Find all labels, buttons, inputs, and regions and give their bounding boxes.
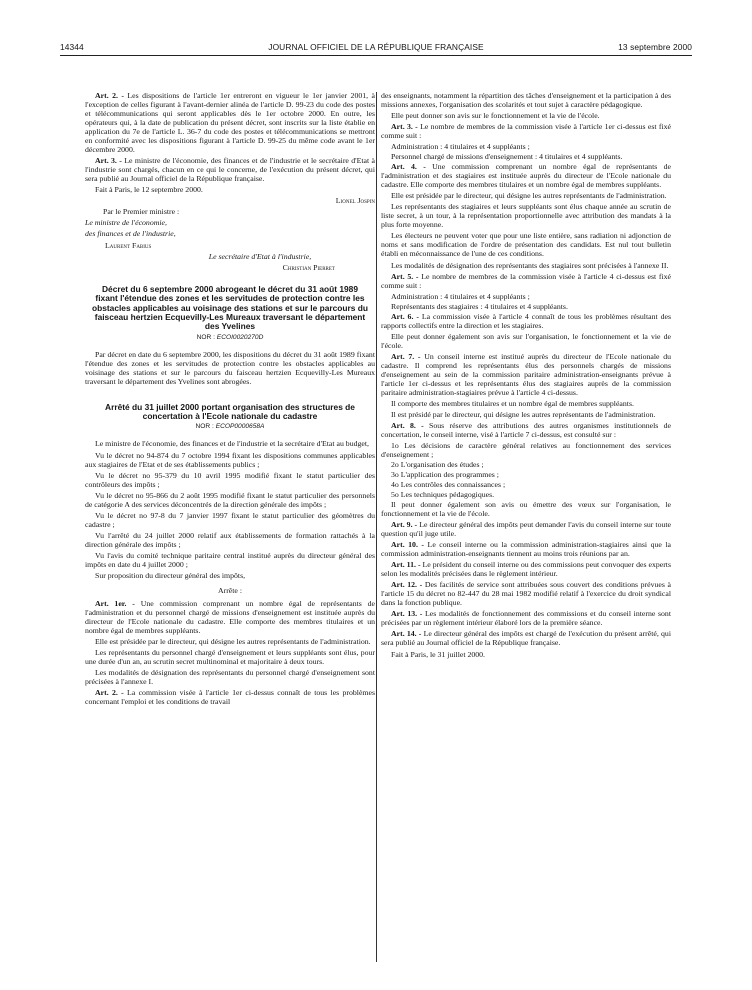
article-5: Art. 5. - Le nombre de membres de la commission visée à l'article 4 ci-dessus est fixé comme suit : xyxy=(381,271,671,290)
decree-nor: NOR : ECOI0020270D xyxy=(196,333,264,341)
visa: Vu l'arrêté du 24 juillet 2000 relatif aux établissements de formation rattachés à la direction générale des impôts ; xyxy=(85,530,375,549)
article-12: Art. 12. - Des facilités de service sont attribuées sous couvert des conditions prévues à l'article 15 du décret no 82-447 du 28 mai 1982 modifié relatif à l'exercice du droit syndical dans la fonction publique. xyxy=(381,580,671,608)
signature-secretaire-name: Christian Pierret xyxy=(282,262,335,272)
arrete-nor: NOR : ECOP0000658A xyxy=(195,423,265,431)
article-3-arrete: Art. 3. - Le nombre de membres de la commission visée à l'article 1er ci-dessus est fixé comme suit : xyxy=(381,122,671,141)
visa: Le ministre de l'économie, des finances et de l'industrie et la secrétaire d'Etat au budget, xyxy=(95,439,369,449)
visa: Vu le décret no 95-379 du 10 avril 1995 modifié fixant le statut particulier des contrôleurs des impôts ; xyxy=(85,470,375,489)
visa: Vu le décret no 97-8 du 7 janvier 1997 fixant le statut particulier des géomètres du cadastre ; xyxy=(85,510,375,529)
signature-ministre-line1: Le ministre de l'économie, xyxy=(85,218,167,228)
article-1-paragraph: Elle est présidée par le directeur, qui désigne les autres représentants de l'administration. xyxy=(95,637,371,647)
list-item: 1o Les décisions de caractère général relatives au fonctionnement des services d'enseignement ; xyxy=(381,441,671,460)
article-4-paragraph: Les modalités de désignation des représentants des stagiaires sont précisées à l'annexe II. xyxy=(391,260,669,270)
article-6-paragraph: Elle peut donner également son avis sur l'organisation, le fonctionnement et la vie de l'école. xyxy=(381,331,671,350)
article-1-paragraph: Les modalités de désignation des représentants du personnel chargé d'enseignement sont précisées à l'annexe I. xyxy=(85,668,375,687)
list-item: Administration : 4 titulaires et 4 suppléants ; xyxy=(391,142,530,152)
visa: Vu le décret no 94-874 du 7 octobre 1994 fixant les dispositions communes applicables aux stagiaires de l'Etat et de ses établissements publics ; xyxy=(85,450,375,469)
article-1: Art. 1er. - Une commission comprenant un nombre égal de représentants de l'administration et du personnel chargé de missions d'enseignement est instituée auprès du directeur de l'Ecole nationale du cadastre. Elle comporte des membres titulaires et un nombre égal de membres suppléants. xyxy=(85,599,375,635)
decree-text: Par décret en date du 6 septembre 2000, les dispositions du décret du 31 août 1989 fixant l'étendue des zones et les servitudes de protection contre les obstacles applicables au voisinage des stations et sur le parcours du faisceau hertzien Ecquevilly-Les Mureaux traversant le département des Yvelines sont abrogées. xyxy=(85,349,375,386)
list-item: 5o Les techniques pédagogiques. xyxy=(391,489,495,499)
fait-a-paris: Fait à Paris, le 31 juillet 2000. xyxy=(391,649,485,659)
page-number: 14344 xyxy=(60,42,84,52)
article-1-paragraph: Les représentants du personnel chargé d'enseignement et leurs suppléants sont élus, pour une durée d'un an, au scrutin secret multinominal et majoritaire à deux tours. xyxy=(85,648,375,667)
article-11: Art. 11. - Le président du conseil interne ou des commissions peut convoquer des experts selon les modalités précisées dans le règlement intérieur. xyxy=(381,560,671,579)
article-14: Art. 14. - Le directeur général des impôts est chargé de l'exécution du présent arrêté, qui sera publié au Journal officiel de la République française. xyxy=(381,629,671,648)
signature-secretaire-title: Le secrétaire d'Etat à l'industrie, xyxy=(208,251,312,261)
list-item: Personnel chargé de missions d'enseignement : 4 titulaires et 4 suppléants. xyxy=(391,152,623,162)
signature-ministre-line2: des finances et de l'industrie, xyxy=(85,229,176,239)
list-item: 2o L'organisation des études ; xyxy=(391,460,484,470)
signature-premier-ministre: Lionel Jospin xyxy=(335,196,375,206)
continued-paragraph: Elle peut donner son avis sur le fonctionnement et la vie de l'école. xyxy=(391,111,600,121)
article-3: Art. 3. - Le ministre de l'économie, des finances et de l'industrie et le secrétaire d'Etat à l'industrie sont chargés, chacun en ce qui le concerne, de l'exécution du présent décret, qui sera publié au Journal officiel de la République française. xyxy=(85,155,375,183)
list-item: 3o L'application des programmes ; xyxy=(391,470,499,480)
article-13: Art. 13. - Les modalités de fonctionnement des commissions et du conseil interne sont précisées par un règlement intérieur élaboré lors de la première séance. xyxy=(381,609,671,628)
visa: Vu le décret no 95-866 du 2 août 1995 modifié fixant le statut particulier des personnels de catégorie A des services déconcentrés de la direction générale des impôts ; xyxy=(85,490,375,509)
signature-ministre-name: Laurent Fabius xyxy=(105,240,152,250)
article-4-paragraph: Les représentants des stagiaires et leurs suppléants sont élus chaque année au scrutin de liste secret, à un tour, à la représentation proportionnelle avec attribution des mandats à la plus forte moyenne. xyxy=(381,202,671,230)
article-8: Art. 8. - Sous réserve des attributions des autres organismes institutionnels de concertation, le conseil interne, visé à l'article 7 ci-dessus, est consulté sur : xyxy=(381,421,671,440)
arrete-title: Arrêté du 31 juillet 2000 portant organisation des structures de concertation à l'Ecole nationale du cadastre xyxy=(105,401,355,422)
list-item: 4o Les contrôles des connaissances ; xyxy=(391,479,506,489)
article-2-arrete: Art. 2. - La commission visée à l'article 1er ci-dessus connaît de tous les problèmes concernant l'emploi et les conditions de travail xyxy=(85,688,375,707)
left-column xyxy=(85,92,375,709)
par-le-premier-ministre: Par le Premier ministre : xyxy=(103,207,180,217)
article-7: Art. 7. - Un conseil interne est institué auprès du directeur de l'Ecole nationale du cadastre. Il comprend les représentants élus des personnels chargés de missions d'enseignement au sein de la commission paritaire administration-enseignants prévue à l'article 1er ci-dessus et les représentants élus des stagiaires auprès de la commission paritaire administration-stagiaires prévue à l'article 4 ci-dessus. xyxy=(381,351,671,397)
list-item: Représentants des stagiaires : 4 titulaires et 4 suppléants. xyxy=(391,301,568,311)
article-9: Art. 9. - Le directeur général des impôts peut demander l'avis du conseil interne sur toute question qu'il juge utile. xyxy=(381,519,671,538)
article-7-paragraph: Il comporte des membres titulaires et un nombre égal de membres suppléants. xyxy=(391,398,634,408)
article-4: Art. 4. - Une commission comprenant un nombre égal de représentants de l'administration et des stagiaires est instituée auprès du directeur de l'Ecole nationale du cadastre. Elle comporte des membres titulaires et un nombre égal de membres suppléants. xyxy=(381,162,671,190)
page-header xyxy=(60,42,692,56)
journal-title: JOURNAL OFFICIEL DE LA RÉPUBLIQUE FRANÇAISE xyxy=(268,42,484,52)
article-4-paragraph: Les électeurs ne peuvent voter que pour une liste entière, sans radiation ni adjonction de noms et sans modification de l'ordre de présentation des candidats. Est nul tout bulletin établi en méconnaissance de l'une de ces conditions. xyxy=(381,231,671,259)
right-column xyxy=(381,92,671,662)
article-10: Art. 10. - Le conseil interne ou la commission administration-stagiaires ainsi que la commission administration-enseignants tiennent au moins trois réunions par an. xyxy=(381,540,671,559)
column-divider xyxy=(376,92,377,962)
decree-title: Décret du 6 septembre 2000 abrogeant le décret du 31 août 1989 fixant l'étendue des zones et les servitudes de protection contre les obstacles applicables au voisinage des stations et sur le parcours du faisceau hertzien Ecquevilly-Les Mureaux traversant le département des Yvelines xyxy=(91,283,368,332)
article-7-paragraph: Il est présidé par le directeur, qui désigne les autres représentants de l'administration. xyxy=(391,409,656,419)
continued-paragraph: des enseignants, notamment la répartition des tâches d'enseignement et la participation à des missions annexes, l'organisation des scolarités et tout sujet à caractère pédagogique. xyxy=(381,91,671,109)
visa: Sur proposition du directeur général des impôts, xyxy=(95,571,246,581)
article-8-paragraph: Il peut donner également son avis ou émettre des vœux sur l'organisation, le fonctionnement et la vie de l'école. xyxy=(381,499,671,518)
list-item: Administration : 4 titulaires et 4 suppléants ; xyxy=(391,291,530,301)
article-2: Art. 2. - Les dispositions de l'article 1er entreront en vigueur le 1er janvier 2001, à l'exception de celles figurant à l'avant-dernier alinéa de l'article D. 99-23 du code des postes et télécommunications qui seront applicables dès le 1er octobre 2000. En outre, les opérateurs qui, à la date de publication du présent décret, sont inscrits sur la liste établie en application du 7e de l'article L. 36-7 du code des postes et télécommunications se mettront en conformité avec les dispositions figurant à l'article D. 99-25 du même code avant le 1er décembre 2000. xyxy=(85,91,375,154)
fait-a-paris: Fait à Paris, le 12 septembre 2000. xyxy=(95,184,203,194)
arrete-word: Arrête : xyxy=(217,586,243,596)
publication-date: 13 septembre 2000 xyxy=(618,42,692,52)
article-4-paragraph: Elle est présidée par le directeur, qui désigne les autres représentants de l'administration. xyxy=(391,191,667,201)
visa: Vu l'avis du comité technique paritaire central institué auprès du directeur général des impôts en date du 4 juillet 2000 ; xyxy=(85,551,375,569)
article-6: Art. 6. - La commission visée à l'article 4 connaît de tous les problèmes résultant des rapports collectifs entre la direction et les stagiaires. xyxy=(381,311,671,330)
